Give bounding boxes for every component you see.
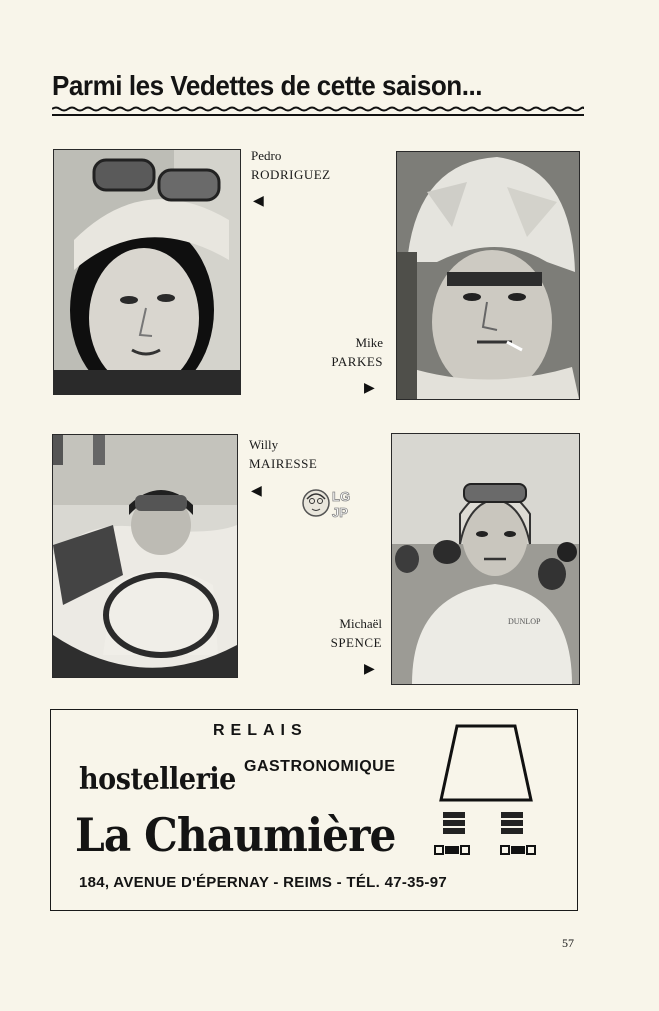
caption-pedro-rodriguez [251, 146, 331, 184]
watermark-letters-bottom: JP [332, 505, 348, 520]
ad-hostellerie: hostellerie [79, 762, 236, 797]
watermark-logo [300, 483, 360, 525]
driver-last-name: SPENCE [330, 635, 382, 650]
svg-text:DUNLOP: DUNLOP [508, 617, 541, 626]
caption-willy-mairesse [249, 435, 317, 473]
ad-relais: RELAIS [213, 722, 308, 739]
arrow-left-icon: ◀ [251, 484, 262, 499]
photo-mike-parkes [396, 151, 580, 400]
arrow-right-icon: ▶ [364, 381, 375, 396]
photo-michael-spence [391, 433, 580, 685]
driver-last-name: RODRIGUEZ [251, 167, 331, 182]
arrow-left-icon: ◀ [253, 194, 264, 209]
ad-restaurant-name: La Chaumière [75, 808, 396, 862]
cottage-logo-icon [431, 722, 541, 862]
driver-first-name: Michaël [339, 616, 382, 631]
ad-gastronomique: GASTRONOMIQUE [244, 758, 396, 775]
ad-address: 184, AVENUE D'ÉPERNAY - REIMS - TÉL. 47-35-97 [79, 874, 448, 891]
caption-mike-parkes [321, 333, 383, 371]
arrow-right-icon: ▶ [364, 662, 375, 677]
advertisement-box [50, 709, 578, 911]
wavy-underline [52, 106, 584, 118]
driver-first-name: Willy [249, 437, 279, 452]
caption-michael-spence [322, 614, 382, 652]
photo-willy-mairesse [52, 434, 238, 678]
driver-last-name: PARKES [331, 354, 383, 369]
driver-last-name: MAIRESSE [249, 456, 318, 471]
page-headline: Parmi les Vedettes de cette saison... [52, 70, 483, 101]
photo-pedro-rodriguez [53, 149, 241, 395]
watermark-letters-top: LG [332, 489, 351, 504]
driver-first-name: Mike [355, 335, 383, 350]
driver-first-name: Pedro [251, 148, 282, 163]
page-number: 57 [562, 936, 574, 950]
